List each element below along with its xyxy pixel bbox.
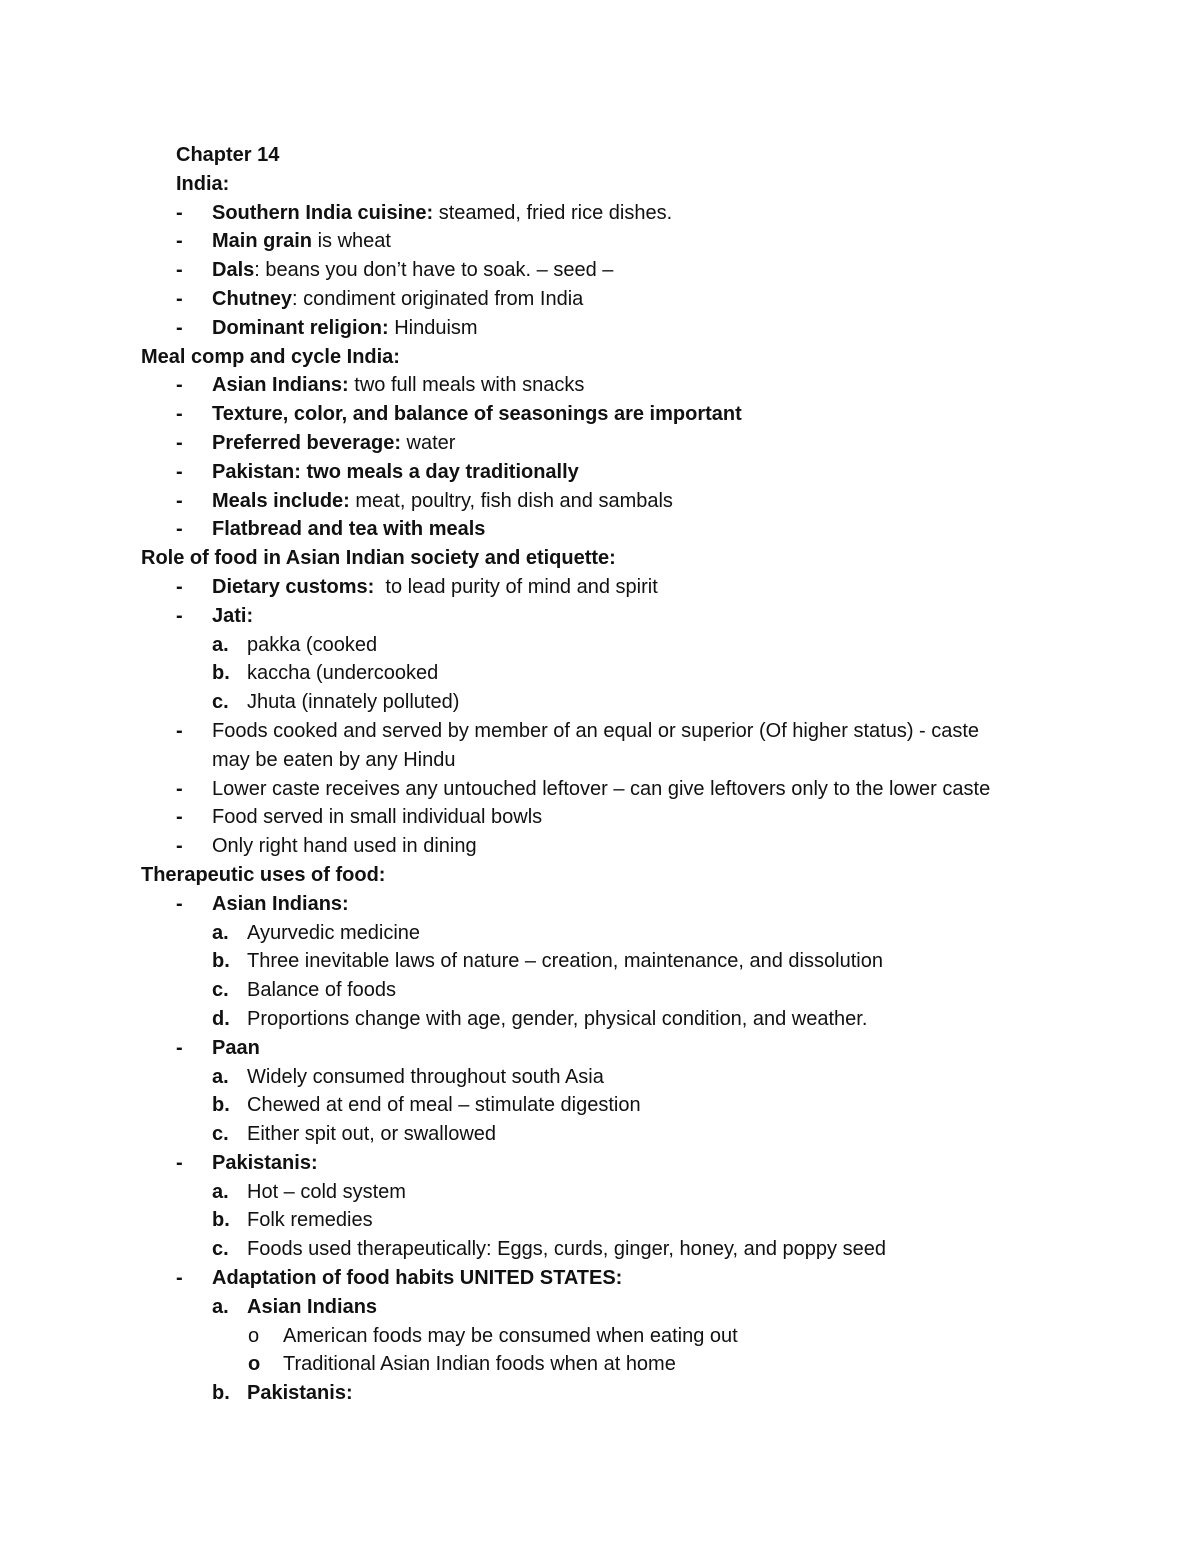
list-item: - Dals: beans you don’t have to soak. – seed –: [0, 256, 1200, 285]
list-item: - Dietary customs: to lead purity of mind and spirit: [0, 573, 1200, 602]
sub-item: b. Chewed at end of meal – stimulate digestion: [212, 1094, 641, 1117]
sub-item: c. Foods used therapeutically: Eggs, curds, ginger, honey, and poppy seed: [212, 1238, 886, 1261]
dash-bullet: -: [176, 835, 183, 858]
list-item: - Meals include: meat, poultry, fish dish and sambals: [0, 487, 1200, 516]
sub-item: c. Either spit out, or swallowed: [212, 1123, 497, 1146]
dash-bullet: -: [176, 431, 183, 454]
list-item: - Only right hand used in dining: [0, 832, 1200, 861]
list-item: - Pakistan: two meals a day traditionally: [0, 458, 1200, 487]
sub-item: a. pakka (cooked: [212, 633, 378, 656]
sub-item: b. Folk remedies: [212, 1209, 373, 1232]
list-item: - Lower caste receives any untouched leftover – can give leftovers only to the lower caste: [0, 775, 1200, 804]
sub-item: d. Proportions change with age, gender, physical condition, and weather.: [212, 1007, 868, 1030]
sub-item: b. Three inevitable laws of nature – creation, maintenance, and dissolution: [212, 950, 883, 973]
list-item: - Food served in small individual bowls: [0, 803, 1200, 832]
list-item: - Chutney: condiment originated from India: [0, 285, 1200, 314]
dash-bullet: -: [176, 575, 183, 598]
meal-heading: Meal comp and cycle India:: [141, 345, 400, 368]
sub-item: b. kaccha (undercooked: [212, 662, 439, 685]
list-item: - Paan: [0, 1034, 1200, 1063]
list-item: - Flatbread and tea with meals: [0, 515, 1200, 544]
dash-bullet: -: [176, 518, 183, 541]
dash-bullet: -: [176, 374, 183, 397]
dash-bullet: -: [176, 460, 183, 483]
list-item: - Pakistanis:: [0, 1149, 1200, 1178]
list-item: - Asian Indians:: [0, 890, 1200, 919]
list-item: - Adaptation of food habits UNITED STATES:: [0, 1264, 1200, 1293]
circle-item: o Traditional Asian Indian foods when at home: [0, 1350, 1200, 1379]
india-heading: India:: [176, 172, 230, 195]
sub-item: c. Jhuta (innately polluted): [212, 691, 460, 714]
sub-item: c. Balance of foods: [212, 979, 396, 1002]
dash-bullet: -: [176, 403, 183, 426]
therapeutic-heading: Therapeutic uses of food:: [141, 863, 386, 886]
dash-bullet: -: [176, 201, 183, 224]
dash-bullet: -: [176, 604, 183, 627]
dash-bullet: -: [176, 892, 183, 915]
dash-bullet: -: [176, 1036, 183, 1059]
sub-item: a. Ayurvedic medicine: [212, 921, 421, 944]
list-item: - Main grain is wheat: [0, 227, 1200, 256]
circle-item: o American foods may be consumed when eating out: [0, 1322, 1200, 1351]
dash-bullet: -: [176, 230, 183, 253]
dash-bullet: -: [176, 489, 183, 512]
dash-bullet: -: [176, 777, 183, 800]
dash-bullet: -: [176, 806, 183, 829]
list-item: - Jati:: [0, 602, 1200, 631]
list-item: - Dominant religion: Hinduism: [0, 314, 1200, 343]
list-item: - Southern India cuisine: steamed, fried rice dishes.: [0, 199, 1200, 228]
dash-bullet: -: [176, 287, 183, 310]
dash-bullet: -: [176, 1151, 183, 1174]
sub-item: b. Pakistanis:: [212, 1382, 353, 1405]
dash-bullet: -: [176, 719, 183, 742]
sub-item: a. Asian Indians: [212, 1295, 378, 1318]
dash-bullet: -: [176, 259, 183, 282]
list-item: - Asian Indians: two full meals with snacks: [0, 371, 1200, 400]
list-item: - Foods cooked and served by member of an equal or superior (Of higher status) - caste: [0, 717, 1200, 746]
dash-bullet: -: [176, 1267, 183, 1290]
list-item: - Texture, color, and balance of seasonings are important: [0, 400, 1200, 429]
circle-bullet-icon: o: [248, 1353, 261, 1376]
circle-bullet-icon: o: [248, 1324, 260, 1347]
sub-item: a. Hot – cold system: [212, 1180, 406, 1203]
dash-bullet: -: [176, 316, 183, 339]
document-body: [0, 141, 1200, 1408]
chapter-title: Chapter 14: [176, 144, 280, 166]
list-item-continuation: may be eaten by any Hindu: [212, 748, 456, 771]
list-item: - Preferred beverage: water: [0, 429, 1200, 458]
role-heading: Role of food in Asian Indian society and etiquette:: [141, 547, 616, 570]
sub-item: a. Widely consumed throughout south Asia: [212, 1065, 604, 1088]
